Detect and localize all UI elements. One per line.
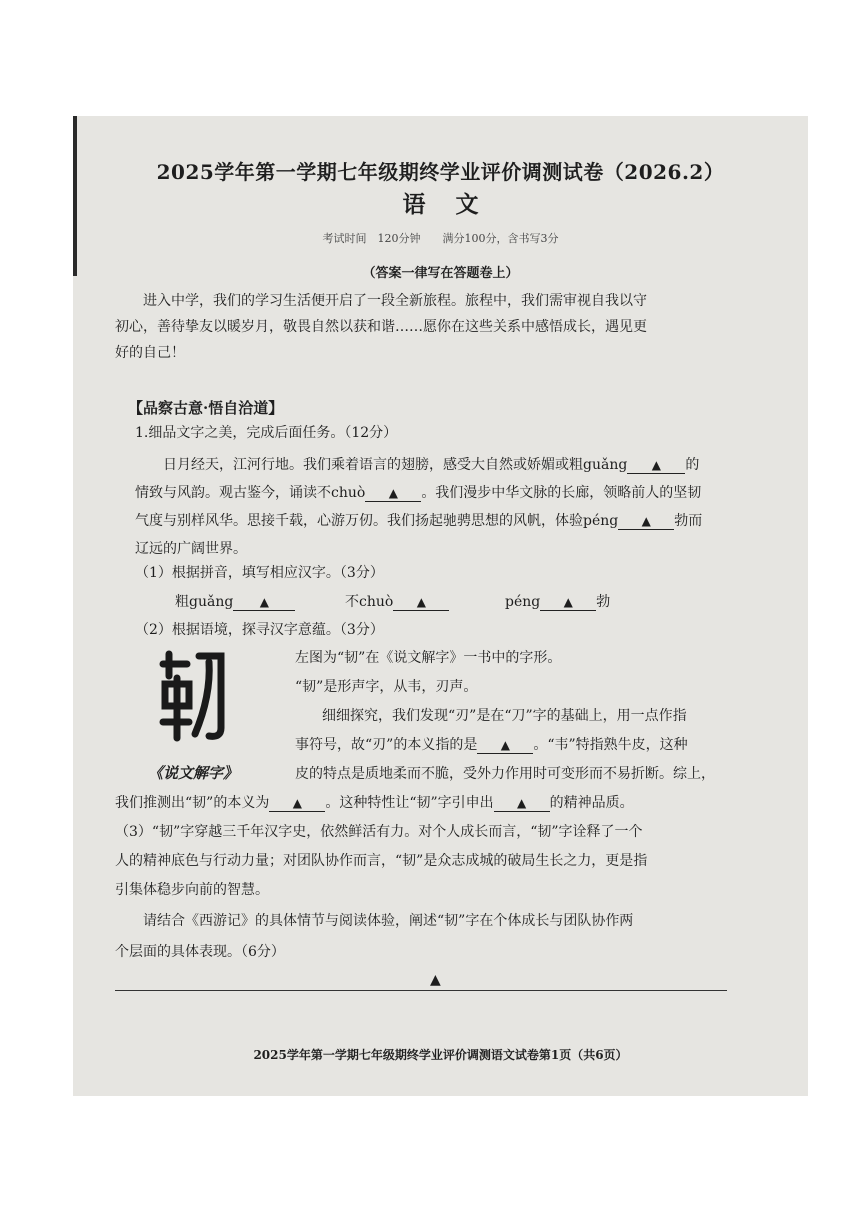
answer-note: （答案一律写在答题卷上）	[362, 266, 519, 281]
intro-line-1: 进入中学，我们的学习生活便开启了一段全新旅程。旅程中，我们需审视自我以守	[143, 293, 647, 309]
answer-blank[interactable]	[233, 594, 295, 611]
answer-blank[interactable]	[494, 795, 550, 812]
sub3-line-1: （3）“韧”字穿越三千年汉字史，依然鲜活有力。对个人成长而言，“韧”字诠释了一个	[115, 824, 643, 840]
answer-blank[interactable]	[627, 457, 685, 474]
passage-line-3: 气度与别样风华。思接千载，心游万仞。我们扬起驰骋思想的风帆，体验péng ▲ 勃而	[135, 513, 703, 529]
triangle-marker-icon: ▲	[563, 595, 573, 609]
triangle-marker-icon: ▲	[517, 796, 527, 810]
sub1-answer-b: 不chuò ▲	[345, 591, 449, 611]
question-1-stem: 1.细品文字之美，完成后面任务。（12分）	[135, 425, 398, 441]
exam-time-info: 考试时间 120分钟 满分100分，含书写3分	[322, 232, 559, 245]
passage-line-4: 辽远的广阔世界。	[135, 541, 247, 557]
triangle-marker-icon: ▲	[416, 595, 426, 609]
triangle-marker-icon: ▲	[388, 486, 398, 500]
intro-line-2: 初心，善待挚友以暖岁月，敬畏自然以获和谐……愿你在这些关系中感悟成长，遇见更	[115, 319, 647, 335]
triangle-marker-icon: ▲	[651, 458, 661, 472]
sub3-line-4: 请结合《西游记》的具体情节与阅读体验，阐述“韧”字在个体成长与团队协作两	[143, 913, 634, 929]
triangle-marker-icon: ▲	[259, 595, 269, 609]
sub2-line-6: 我们推测出“韧”的本义为 ▲ 。这种特性让“韧”字引申出 ▲ 的精神品质。	[115, 795, 634, 811]
passage-line-1: 日月经天，江河行地。我们乘着语言的翅膀，感受大自然或娇媚或粗guǎng ▲ 的	[163, 457, 700, 473]
sub3-line-2: 人的精神底色与行动力量；对团队协作而言，“韧”是众志成城的破局生长之力，更是指	[115, 853, 648, 869]
subject-heading: 语文	[402, 191, 509, 218]
section-title: 【品察古意·悟自洽道】	[128, 399, 284, 417]
answer-blank[interactable]	[365, 485, 421, 502]
sub2-line-3: 细细探究，我们发现“刃”是在“刀”字的基础上，用一点作指	[322, 708, 687, 724]
triangle-marker-icon: ▲	[641, 514, 651, 528]
triangle-marker-icon: ▲	[430, 972, 441, 988]
sub2-line-5: 皮的特点是质地柔而不脆，受外力作用时可变形而不易折断。综上，	[295, 766, 715, 782]
sub2-line-1: 左图为“韧”在《说文解字》一书中的字形。	[295, 650, 562, 666]
answer-blank[interactable]	[540, 594, 596, 611]
sub2-line-4: 事符号，故“刃”的本义指的是 ▲ 。“韦”特指熟牛皮，这种	[295, 737, 688, 753]
seal-script-glyph-image	[159, 646, 227, 744]
sub-question-1-stem: （1）根据拼音，填写相应汉字。（3分）	[135, 565, 384, 581]
answer-blank[interactable]	[269, 795, 325, 812]
sub1-answer-c: péng ▲ 勃	[505, 594, 611, 610]
answer-blank[interactable]	[393, 594, 449, 611]
answer-blank[interactable]	[618, 513, 674, 530]
sub3-line-5: 个层面的具体表现。（6分）	[115, 944, 285, 960]
exam-paper	[73, 116, 808, 1096]
triangle-marker-icon: ▲	[292, 796, 302, 810]
page-footer: 2025学年第一学期七年级期终学业评价调测语文试卷第1页（共6页）	[253, 1048, 628, 1062]
answer-blank[interactable]	[477, 737, 533, 754]
triangle-marker-icon: ▲	[500, 738, 510, 752]
intro-line-3: 好的自己！	[115, 345, 185, 361]
sub2-line-2: “韧”是形声字，从韦，刃声。	[295, 679, 478, 695]
sub3-line-3: 引集体稳步向前的智慧。	[115, 882, 269, 898]
exam-title: 2025学年第一学期七年级期终学业评价调测试卷（2026.2）	[156, 160, 725, 184]
glyph-caption: 《说文解字》	[148, 764, 239, 782]
sub1-answer-a: 粗guǎng ▲	[175, 591, 295, 611]
passage-line-2: 情致与风韵。观古鉴今，诵读不chuò ▲ 。我们漫步中华文脉的长廊，领略前人的坚韧	[135, 485, 702, 501]
sub-question-2-stem: （2）根据语境，探寻汉字意蕴。（3分）	[135, 622, 384, 638]
answer-line[interactable]	[115, 990, 727, 991]
